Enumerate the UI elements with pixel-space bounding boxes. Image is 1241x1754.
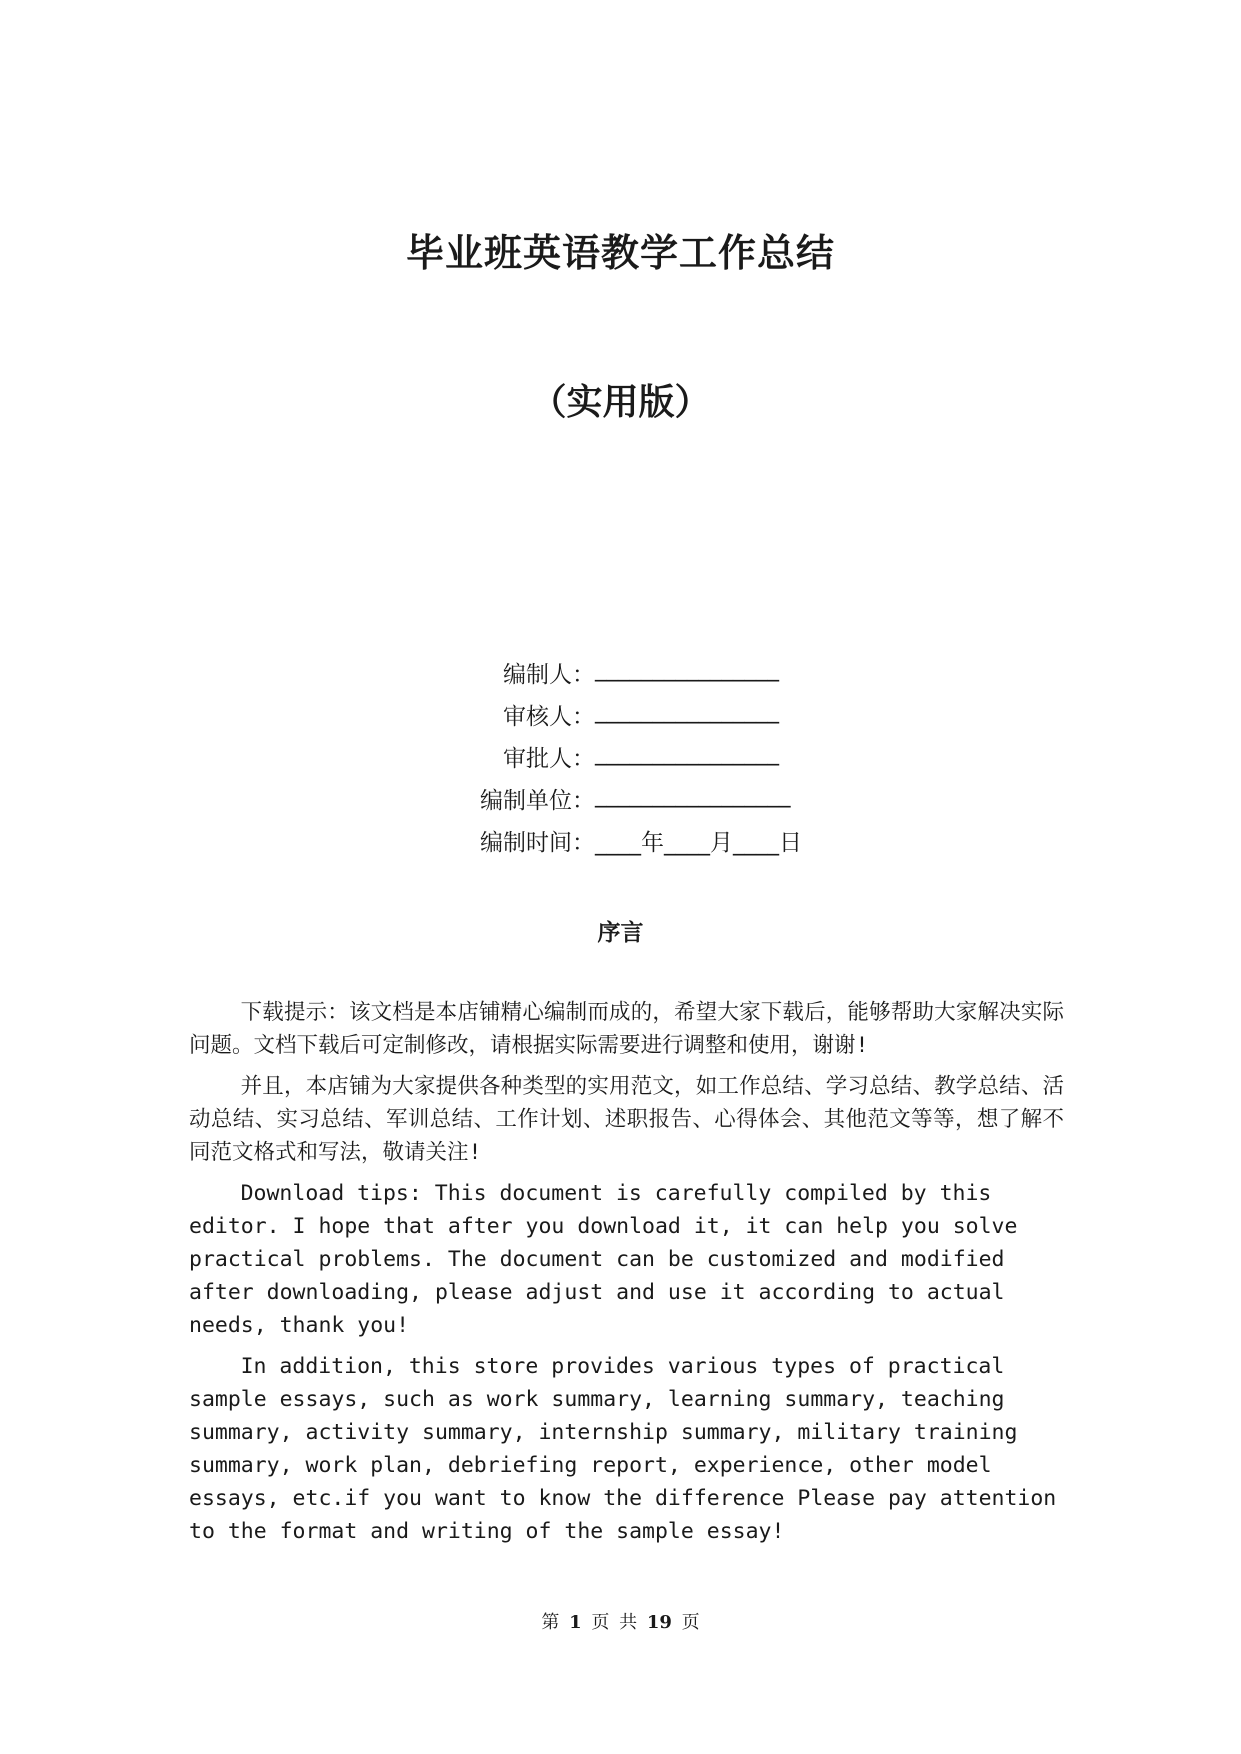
preface-paragraph-store-info-en: In addition, this store provides various types of practical sample essays, such as work summary, learning summary, teaching summary, activity summary, internship summary, military training summary, work plan, debriefing report, experience, other model essays, etc.if you want to know the difference Please pay attention to the format and writing of the sample essay! (189, 1354, 1057, 1544)
editor-row (445, 656, 865, 698)
preface-body (189, 996, 1064, 1556)
reviewer-blank: ________________ (595, 698, 779, 724)
footer-suffix: 页 (681, 1612, 700, 1633)
approver-blank: ________________ (595, 740, 779, 766)
preface-paragraph-download-tip-en: Download tips: This document is carefully compiled by this editor. I hope that after you download it, it can help you solve practical problems. The document can be customized and modified after downloading, please adjust and use it according to actual needs, thank you! (189, 1181, 1018, 1338)
preface-paragraph-download-tip-cn: 下载提示：该文档是本店铺精心编制而成的，希望大家下载后，能够帮助大家解决实际问题。文档下载后可定制修改，请根据实际需要进行调整和使用，谢谢! (189, 1000, 1064, 1058)
document-title: 毕业班英语教学工作总结 (405, 231, 835, 275)
time-row (445, 824, 865, 866)
footer-current-page: 1 (569, 1612, 582, 1633)
time-blank: ____年____月____日 (595, 830, 802, 856)
approver-row (445, 740, 865, 782)
reviewer-label: 审核人： (503, 704, 595, 730)
document-subtitle: （实用版） (530, 382, 711, 423)
editor-blank: ________________ (595, 656, 779, 682)
preface-paragraph-store-info-cn: 并且，本店铺为大家提供各种类型的实用范文，如工作总结、学习总结、教学总结、活动总结、实习总结、军训总结、工作计划、述职报告、心得体会、其他范文等等，想了解不同范文格式和写法，敬请关注! (189, 1074, 1064, 1165)
approval-info-block (445, 656, 865, 866)
footer-prefix: 第 (541, 1612, 560, 1633)
time-label: 编制时间： (480, 830, 595, 856)
page-number-footer (0, 1608, 1241, 1634)
editor-label: 编制人： (503, 662, 595, 688)
preface-heading: 序言 (597, 920, 644, 946)
unit-row (445, 782, 865, 824)
reviewer-row (445, 698, 865, 740)
unit-blank: _________________ (595, 782, 791, 808)
footer-total-pages: 19 (646, 1612, 672, 1633)
approver-label: 审批人： (503, 746, 595, 772)
footer-middle: 页 共 (591, 1612, 638, 1633)
unit-label: 编制单位： (480, 788, 595, 814)
